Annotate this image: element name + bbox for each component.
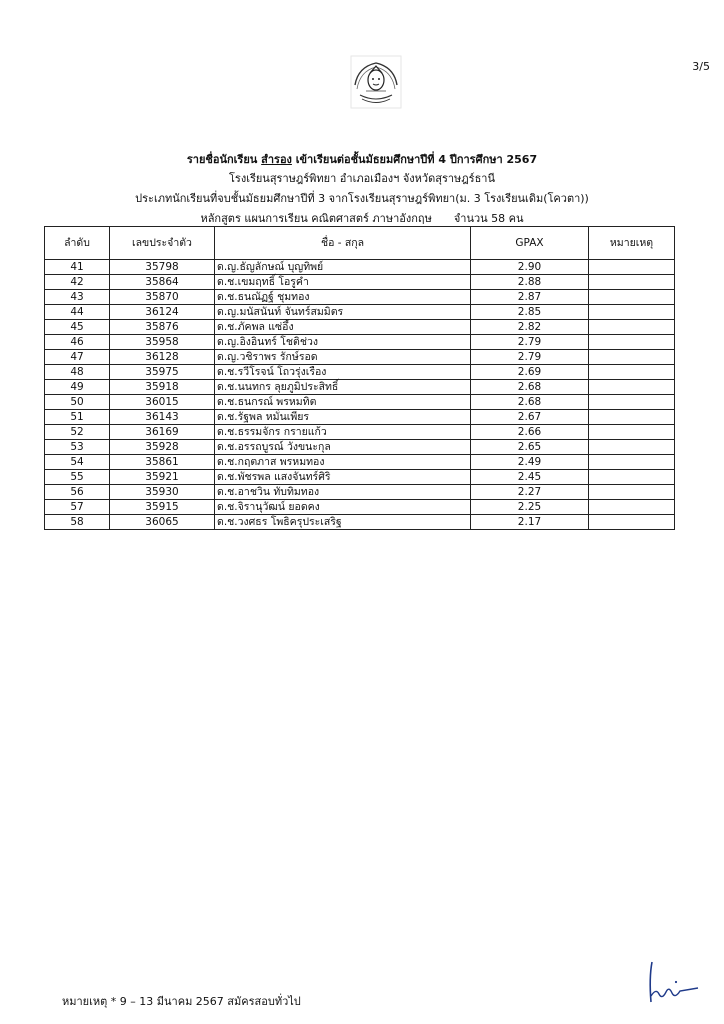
cell-remark — [589, 335, 675, 350]
cell-student-id: 36128 — [110, 350, 215, 365]
cell-student-id: 35930 — [110, 485, 215, 500]
cell-name: ด.ญ.อิงอินทร์ โชติช่วง — [215, 335, 471, 350]
cell-remark — [589, 500, 675, 515]
student-count: จำนวน 58 คน — [453, 212, 524, 225]
cell-remark — [589, 305, 675, 320]
table-row — [45, 365, 675, 380]
table-row — [45, 260, 675, 275]
table-row — [45, 290, 675, 305]
table-row — [45, 440, 675, 455]
cell-name: ด.ช.อาชวิน ทับทิมทอง — [215, 485, 471, 500]
cell-order: 52 — [45, 425, 110, 440]
cell-order: 44 — [45, 305, 110, 320]
cell-name: ด.ช.ธรรมจักร กรายแก้ว — [215, 425, 471, 440]
cell-name: ด.ช.กฤตภาส พรหมทอง — [215, 455, 471, 470]
student-table — [44, 226, 675, 530]
cell-gpax: 2.65 — [471, 440, 589, 455]
cell-name: ด.ญ.มนัสนันท์ จันทร์สมมิตร — [215, 305, 471, 320]
cell-remark — [589, 290, 675, 305]
cell-gpax: 2.90 — [471, 260, 589, 275]
table-row — [45, 305, 675, 320]
cell-remark — [589, 410, 675, 425]
cell-order: 41 — [45, 260, 110, 275]
cell-student-id: 35915 — [110, 500, 215, 515]
signature-icon — [640, 958, 702, 1006]
cell-student-id: 35876 — [110, 320, 215, 335]
cell-student-id: 36169 — [110, 425, 215, 440]
cell-remark — [589, 275, 675, 290]
cell-name: ด.ช.รัฐพล หมั่นเพียร — [215, 410, 471, 425]
cell-gpax: 2.68 — [471, 380, 589, 395]
table-row — [45, 320, 675, 335]
cell-gpax: 2.67 — [471, 410, 589, 425]
cell-order: 47 — [45, 350, 110, 365]
reserve-label: สำรอง — [261, 153, 292, 166]
cell-remark — [589, 515, 675, 530]
cell-name: ด.ช.จิรานุวัฒน์ ยอดคง — [215, 500, 471, 515]
cell-order: 54 — [45, 455, 110, 470]
cell-name: ด.ญ.วชิราพร รักษ์รอด — [215, 350, 471, 365]
cell-gpax: 2.85 — [471, 305, 589, 320]
cell-gpax: 2.68 — [471, 395, 589, 410]
table-row — [45, 275, 675, 290]
cell-order: 43 — [45, 290, 110, 305]
table-row — [45, 515, 675, 530]
cell-name: ด.ญ.ธัญลักษณ์ บุญทิพย์ — [215, 260, 471, 275]
cell-gpax: 2.69 — [471, 365, 589, 380]
cell-gpax: 2.88 — [471, 275, 589, 290]
cell-student-id: 35861 — [110, 455, 215, 470]
cell-remark — [589, 395, 675, 410]
cell-gpax: 2.66 — [471, 425, 589, 440]
cell-student-id: 36015 — [110, 395, 215, 410]
col-header-order: ลำดับ — [45, 227, 110, 260]
cell-order: 58 — [45, 515, 110, 530]
cell-student-id: 35921 — [110, 470, 215, 485]
cell-name: ด.ช.วงศธร โพธิครุประเสริฐ — [215, 515, 471, 530]
table-row — [45, 335, 675, 350]
cell-gpax: 2.79 — [471, 335, 589, 350]
cell-order: 49 — [45, 380, 110, 395]
table-row — [45, 410, 675, 425]
cell-student-id: 35918 — [110, 380, 215, 395]
table-row — [45, 425, 675, 440]
cell-remark — [589, 485, 675, 500]
cell-name: ด.ช.ธนกรณ์ พรหมทิต — [215, 395, 471, 410]
cell-gpax: 2.87 — [471, 290, 589, 305]
cell-student-id: 35798 — [110, 260, 215, 275]
cell-remark — [589, 425, 675, 440]
cell-student-id: 35928 — [110, 440, 215, 455]
cell-student-id: 36143 — [110, 410, 215, 425]
cell-gpax: 2.82 — [471, 320, 589, 335]
footnote: หมายเหตุ * 9 – 13 มีนาคม 2567 สมัครสอบทั่วไป — [62, 995, 301, 1008]
cell-student-id: 35958 — [110, 335, 215, 350]
col-header-remark: หมายเหตุ — [589, 227, 675, 260]
program-label: หลักสูตร แผนการเรียน คณิตศาสตร์ ภาษาอังกฤษ — [200, 212, 432, 225]
cell-name: ด.ช.ภัคพล แซ่อึ้ง — [215, 320, 471, 335]
cell-student-id: 35870 — [110, 290, 215, 305]
table-body — [45, 260, 675, 530]
cell-order: 53 — [45, 440, 110, 455]
page-number: 3/5 — [692, 60, 710, 73]
program-line — [0, 209, 724, 227]
table-header-row — [45, 227, 675, 260]
cell-order: 55 — [45, 470, 110, 485]
cell-student-id: 35864 — [110, 275, 215, 290]
cell-order: 42 — [45, 275, 110, 290]
cell-name: ด.ช.ธนณัฏฐ์ ชุมทอง — [215, 290, 471, 305]
table-row — [45, 500, 675, 515]
cell-gpax: 2.79 — [471, 350, 589, 365]
table-row — [45, 485, 675, 500]
cell-gpax: 2.49 — [471, 455, 589, 470]
cell-remark — [589, 455, 675, 470]
cell-gpax: 2.17 — [471, 515, 589, 530]
table-row — [45, 455, 675, 470]
cell-gpax: 2.45 — [471, 470, 589, 485]
cell-remark — [589, 365, 675, 380]
table-row — [45, 380, 675, 395]
cell-remark — [589, 440, 675, 455]
cell-name: ด.ช.รวีโรจน์ โถวรุ่งเรือง — [215, 365, 471, 380]
cell-name: ด.ช.พัชรพล แสงจันทร์ศิริ — [215, 470, 471, 485]
cell-name: ด.ช.อรรถบูรณ์ วังขนะกุล — [215, 440, 471, 455]
document-title: รายชื่อนักเรียน สำรอง เข้าเรียนต่อชั้นมัธยมศึกษาปีที่ 4 ปีการศึกษา 2567 — [186, 153, 538, 166]
col-header-name: ชื่อ - สกุล — [215, 227, 471, 260]
cell-order: 50 — [45, 395, 110, 410]
col-header-student-id: เลขประจำตัว — [110, 227, 215, 260]
cell-gpax: 2.27 — [471, 485, 589, 500]
cell-student-id: 36124 — [110, 305, 215, 320]
table-row — [45, 395, 675, 410]
school-line: โรงเรียนสุราษฎร์พิทยา อำเภอเมืองฯ จังหวัดสุราษฎร์ธานี — [229, 172, 495, 185]
cell-remark — [589, 350, 675, 365]
cell-order: 46 — [45, 335, 110, 350]
table-row — [45, 350, 675, 365]
cell-remark — [589, 260, 675, 275]
cell-order: 48 — [45, 365, 110, 380]
col-header-gpax: GPAX — [471, 227, 589, 260]
cell-remark — [589, 320, 675, 335]
cell-name: ด.ช.นนทกร ลุยภูมิประสิทธิ์ — [215, 380, 471, 395]
category-line: ประเภทนักเรียนที่จบชั้นมัธยมศึกษาปีที่ 3 จากโรงเรียนสุราษฎร์พิทยา(ม. 3 โรงเรียนเดิม(โควตา)) — [135, 192, 589, 205]
cell-name: ด.ช.เขมฤทธิ์ โอรูคำ — [215, 275, 471, 290]
cell-student-id: 36065 — [110, 515, 215, 530]
school-emblem-icon — [350, 55, 402, 109]
cell-order: 56 — [45, 485, 110, 500]
cell-student-id: 35975 — [110, 365, 215, 380]
cell-order: 57 — [45, 500, 110, 515]
table-row — [45, 470, 675, 485]
cell-order: 45 — [45, 320, 110, 335]
cell-remark — [589, 470, 675, 485]
cell-remark — [589, 380, 675, 395]
cell-gpax: 2.25 — [471, 500, 589, 515]
cell-order: 51 — [45, 410, 110, 425]
